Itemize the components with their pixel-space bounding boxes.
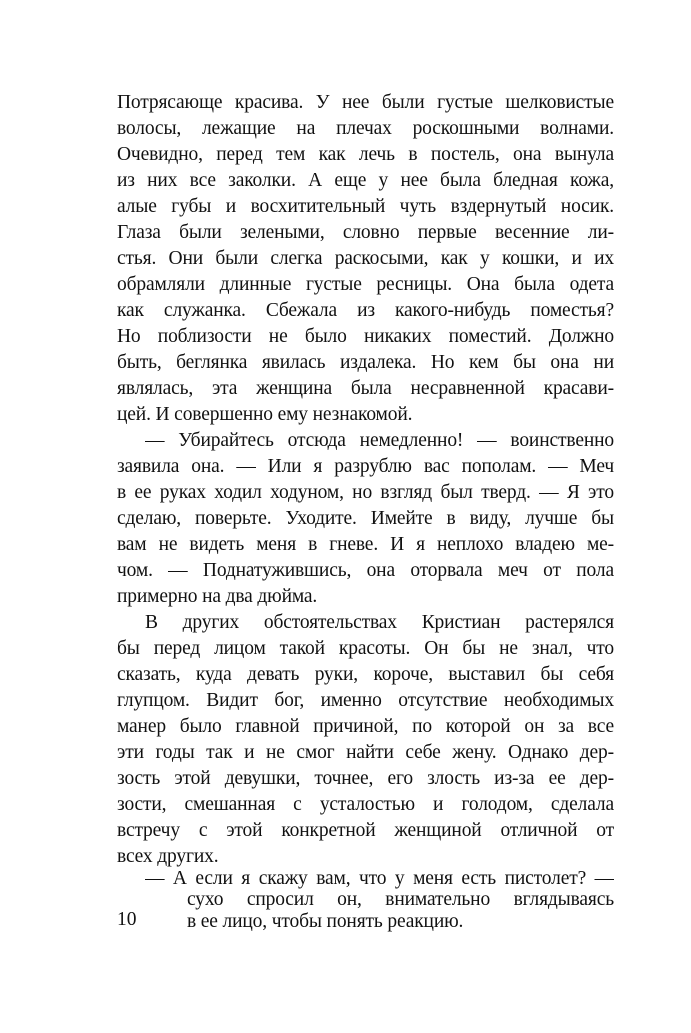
text-line: Потрясающе красива. У нее были густые шелковистые	[117, 92, 614, 113]
text-line: обрамляли длинные густые ресницы. Она была одета	[117, 274, 614, 295]
text-line: чом. — Поднатужившись, она оторвала меч от пола	[117, 560, 614, 581]
text-line: глупцом. Видит бог, именно отсутствие необходимых	[117, 690, 614, 711]
text-line: вам не видеть меня в гневе. И я неплохо владею ме-	[117, 534, 614, 555]
text-line: Очевидно, перед тем как лечь в постель, она вынула	[117, 144, 614, 165]
text-line: сухо спросил он, внимательно вглядываясь	[187, 889, 614, 910]
text-line: эти годы так и не смог найти себе жену. Однако дер-	[117, 742, 614, 763]
text-line: из них все заколки. А еще у нее была бледная кожа,	[117, 170, 614, 191]
text-line: в ее лицо, чтобы понять реакцию.	[187, 911, 464, 932]
text-line: — А если я скажу вам, что у меня есть пистолет? —	[145, 868, 614, 889]
text-line: — Убирайтесь отсюда немедленно! — воинственно	[145, 430, 614, 451]
text-line: встречу с этой конкретной женщиной отличной от	[117, 820, 614, 841]
text-line: сказать, куда девать руки, короче, выставил бы себя	[117, 664, 614, 685]
text-line: волосы, лежащие на плечах роскошными волнами.	[117, 118, 614, 139]
text-line: алые губы и восхитительный чуть вздернутый носик.	[117, 196, 614, 217]
text-line: Глаза были зелеными, словно первые весенние ли-	[117, 222, 614, 243]
text-line: заявила она. — Или я разрублю вас пополам. — Меч	[117, 456, 614, 477]
text-line: зости, смешанная с усталостью и голодом, сделала	[117, 794, 614, 815]
text-line: являлась, эта женщина была несравненной красави-	[117, 378, 614, 399]
text-line: бы перед лицом такой красоты. Он бы не знал, что	[117, 638, 614, 659]
text-line: стья. Они были слегка раскосыми, как у кошки, и их	[117, 248, 614, 269]
text-line: примерно на два дюйма.	[117, 586, 318, 607]
text-line: в ее руках ходил ходуном, но взгляд был тверд. — Я это	[117, 482, 614, 503]
text-line: всех других.	[117, 846, 219, 867]
text-line: как служанка. Сбежала из какого-нибудь поместья?	[117, 300, 614, 321]
text-line: быть, беглянка явилась издалека. Но кем бы она ни	[117, 352, 614, 373]
text-line: манер было главной причиной, по которой он за все	[117, 716, 614, 737]
page-number: 10	[117, 909, 137, 930]
text-line: В других обстоятельствах Кристиан растерялся	[145, 612, 614, 633]
text-line: зость этой девушки, точнее, его злость из-за ее дер-	[117, 768, 614, 789]
text-line: сделаю, поверьте. Уходите. Имейте в виду, лучше бы	[117, 508, 614, 529]
text-line: Но поблизости не было никаких поместий. Должно	[117, 326, 614, 347]
text-line: цей. И совершенно ему незнакомой.	[117, 404, 413, 425]
